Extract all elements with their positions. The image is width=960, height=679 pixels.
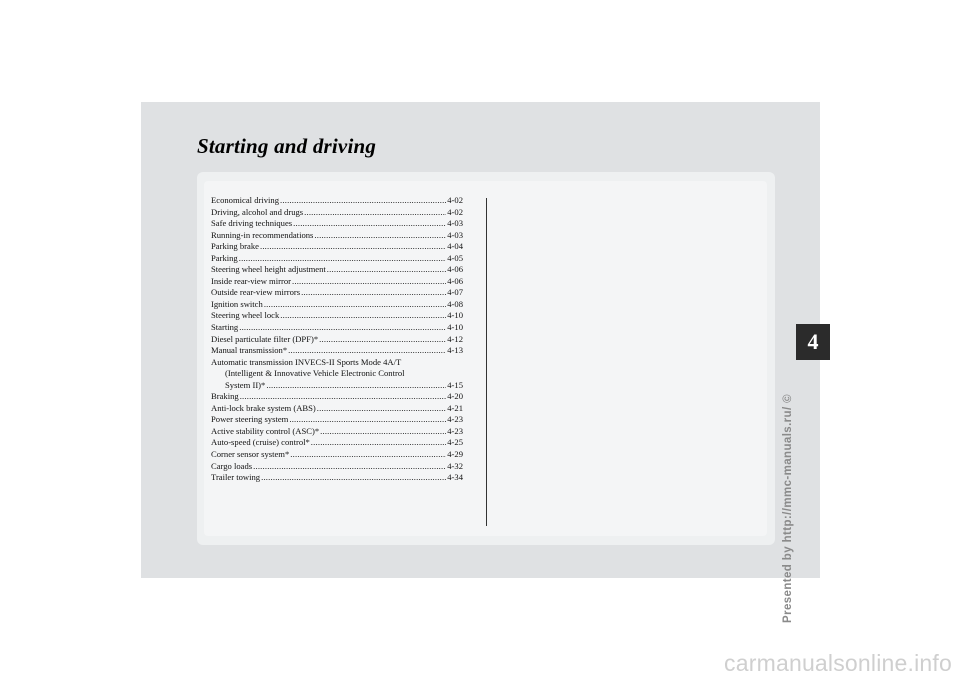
toc-entry-label-cont: (Intelligent & Innovative Vehicle Electronic Control [225,368,405,379]
toc-leader-dots [311,437,446,449]
toc-entry[interactable] [211,253,463,265]
toc-entry-label: Driving, alcohol and drugs [211,206,304,217]
watermark-text: Presented by http://mmc-manuals.ru/ © [782,393,794,623]
toc-leader-dots [288,345,446,357]
toc-entry-label: Parking [211,252,238,263]
toc-entry[interactable] [211,195,463,207]
toc-entry[interactable] [211,391,463,403]
toc-entry-label: Cargo loads [211,460,253,471]
toc-leader-dots [289,414,446,426]
toc-entry-label: Active stability control (ASC)* [211,425,320,436]
toc-entry[interactable] [211,472,463,484]
toc-entry[interactable] [211,230,463,242]
toc-entry-label: Economical driving [211,195,280,205]
column-divider [486,198,487,526]
toc-leader-dots [314,230,446,242]
toc-entry-page: 4-32 [447,460,463,471]
toc-entry[interactable] [211,345,463,357]
toc-entry-page: 4-07 [447,287,463,298]
toc-entry-label: Inside rear-view mirror [211,275,291,286]
toc-entry[interactable] [211,207,463,219]
toc-entry-page: 4-20 [447,391,463,402]
toc-entry-page: 4-25 [447,437,463,448]
toc-entry-page: 4-06 [447,264,463,275]
toc-entry-label: Steering wheel height adjustment [211,264,326,275]
toc-leader-dots [264,299,446,311]
toc-leader-dots [327,264,446,276]
toc-leader-dots [293,218,446,230]
toc-leader-dots [260,241,446,253]
toc-entry-page: 4-06 [447,275,463,286]
toc-entry[interactable] [211,264,463,276]
toc-entry-automatic-transmission[interactable] [211,357,463,392]
toc-entry[interactable] [211,241,463,253]
toc-leader-dots [301,287,446,299]
toc-leader-dots [239,322,446,334]
site-watermark: carmanualsonline.info [724,650,952,676]
toc-leader-dots [239,253,447,265]
toc-entry-label: Safe driving techniques [211,218,293,229]
toc-entry-page: 4-12 [447,333,463,344]
toc-entry[interactable] [211,287,463,299]
toc-entry-page: 4-08 [447,298,463,309]
toc-entry[interactable] [211,426,463,438]
toc-entry-page: 4-02 [447,206,463,217]
toc-entry-label: Automatic transmission INVECS-II Sports Mode 4A/T [211,356,402,367]
toc-entry-page: 4-02 [447,195,463,205]
toc-entry-label: Braking [211,391,239,402]
toc-leader-dots [280,195,446,207]
toc-entry-page: 4-05 [447,252,463,263]
toc-entry-page: 4-15 [447,379,463,390]
chapter-tab[interactable]: 4 [796,324,830,360]
toc-entry-label: Ignition switch [211,298,263,309]
toc-entry-label: Trailer towing [211,472,261,483]
toc-entry-label: Corner sensor system* [211,449,290,460]
toc-leader-dots [290,449,446,461]
toc-entry-label: Parking brake [211,241,259,252]
toc-leader-dots [320,426,446,438]
toc-entry-page: 4-23 [447,414,463,425]
toc-entry[interactable] [211,437,463,449]
toc-entry-page: 4-21 [447,402,463,413]
toc-entry-label: Starting [211,322,239,333]
toc-leader-dots [253,461,446,473]
toc-entry-page: 4-29 [447,449,463,460]
toc-entry-label: Diesel particulate filter (DPF)* [211,333,319,344]
toc-leader-dots [304,207,446,219]
toc-entry[interactable] [211,334,463,346]
toc-entry-label: Auto-speed (cruise) control* [211,437,310,448]
page-title: Starting and driving [197,134,377,158]
toc-entry-page: 4-10 [447,322,463,333]
toc-entry-page: 4-03 [447,218,463,229]
toc-entry-label: Running-in recommendations [211,229,314,240]
toc-entry[interactable] [211,218,463,230]
toc-entry[interactable] [211,322,463,334]
toc-entry-label: Outside rear-view mirrors [211,287,301,298]
toc-entry-label: Manual transmission* [211,345,288,356]
toc-entry[interactable] [211,310,463,322]
toc-entry-page: 4-13 [447,345,463,356]
toc-entry-page: 4-04 [447,241,463,252]
toc-entry[interactable] [211,276,463,288]
toc-leader-dots [280,310,446,322]
toc-entry-page: 4-10 [447,310,463,321]
toc-leader-dots [261,472,446,484]
toc-entry[interactable] [211,299,463,311]
toc-leader-dots [319,334,446,346]
toc-entry-page: 4-03 [447,229,463,240]
toc-entry[interactable] [211,414,463,426]
toc-entry-page: 4-23 [447,425,463,436]
toc-entry[interactable] [211,449,463,461]
toc-entry[interactable] [211,403,463,415]
toc-leader-dots [292,276,446,288]
toc-entry-label: Power steering system [211,414,289,425]
table-of-contents [211,195,463,484]
toc-leader-dots [266,380,446,392]
toc-entry-label: Steering wheel lock [211,310,280,321]
toc-leader-dots [240,391,447,403]
toc-entry-page: 4-34 [447,472,463,483]
toc-leader-dots [317,403,446,415]
toc-entry[interactable] [211,461,463,473]
toc-entry-label: Anti-lock brake system (ABS) [211,402,316,413]
toc-entry-label-cont: System II)* [225,379,266,390]
